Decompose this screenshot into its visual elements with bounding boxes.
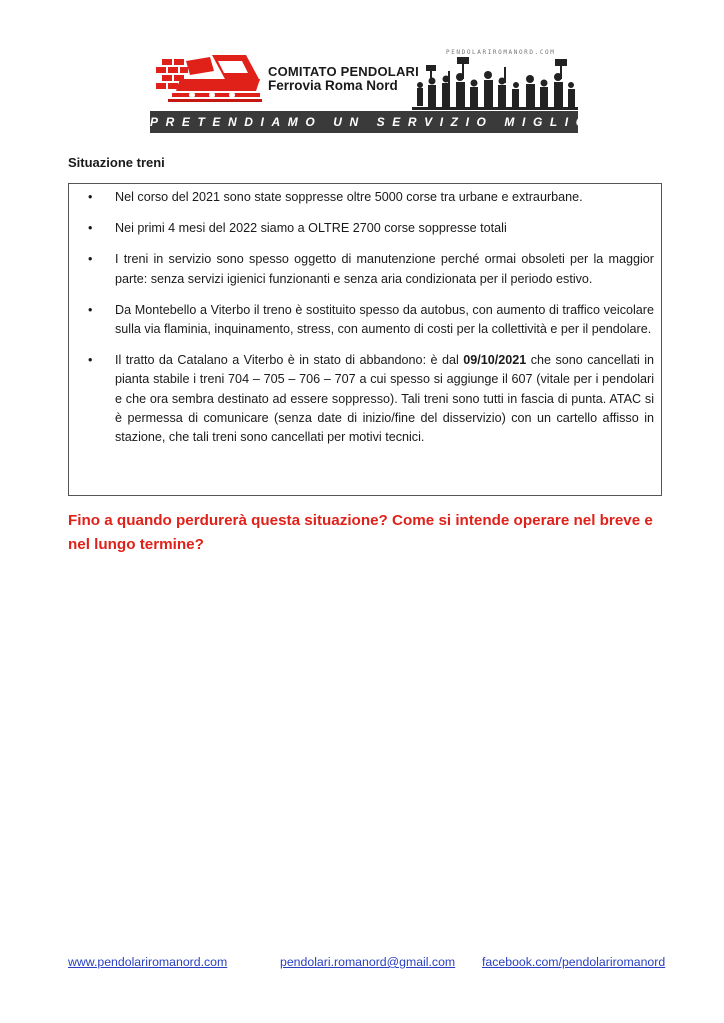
website-link[interactable]: www.pendolariromanord.com: [68, 955, 228, 969]
situation-box: [68, 183, 662, 496]
list-item: [82, 219, 654, 238]
list-item-text-end: che sono cancellati in pianta stabile i treni 704 – 705 – 706 – 707 a cui spesso si aggiunge il 607 (vitale per i pendolari e che ora sembra destinato ad essere soppresso). Tali treni sono tutti in fascia di punta. ATAC si è permessa di comunicare (senza date di inizio/fine del disservizio) con un cartello affisso in stazione, che tali treni sono cancellati per motivi tecnici.: [115, 353, 654, 445]
facebook-link[interactable]: facebook.com/pendolariromanord: [482, 955, 666, 969]
cancellation-date: 09/10/2021: [463, 353, 527, 368]
brand-line-2: Ferrovia Roma Nord: [268, 77, 398, 93]
list-item: [82, 250, 654, 288]
bullet-icon: •: [88, 302, 93, 317]
list-item-text: I treni in servizio sono spesso oggetto di manutenzione perché ormai obsoleti per la maggior parte: senza servizi igienici funzionanti e senza aria condizionata per il periodo estivo.: [115, 252, 654, 286]
bullet-icon: •: [88, 190, 93, 204]
list-item-text: Nei primi 4 mesi del 2022 siamo a OLTRE 2700 corse soppresse totali: [115, 221, 507, 236]
list-item-text: Da Montebello a Viterbo il treno è sostituito spesso da autobus, con aumento di traffico veicolare sulla via flaminia, inquinamento, stress, con aumento di costi per la collettività e per il pendolare.: [115, 302, 654, 337]
list-item-text: Nel corso del 2021 sono state soppresse oltre 5000 corse tra urbane e extraurbane.: [115, 190, 583, 204]
list-item-text-start: Il tratto da Catalano a Viterbo è in stato di abbandono: è dal: [115, 353, 464, 368]
bullet-icon: •: [88, 252, 93, 267]
section-title: Situazione treni: [68, 155, 165, 170]
slogan-bar: PRETENDIAMO UN SERVIZIO MIGLIORE!: [150, 111, 578, 133]
brand-line-1: COMITATO PENDOLARI: [268, 64, 419, 79]
bullet-icon: •: [88, 221, 93, 236]
protest-crowd-icon: [412, 55, 578, 115]
list-item: [82, 301, 654, 339]
list-item: [82, 188, 654, 207]
train-logo-icon: [150, 51, 266, 107]
question-text: Fino a quando perdurerà questa situazione? Come si intende operare nel breve e nel lungo termine?: [68, 512, 653, 553]
bullet-icon: •: [88, 353, 93, 368]
situation-list: [82, 188, 654, 447]
banner-site-url: PENDOLARIROMANORD.COM: [446, 49, 556, 56]
list-item: [82, 351, 654, 447]
brand-name: [268, 65, 419, 93]
header-banner: [150, 47, 637, 133]
email-link[interactable]: pendolari.romanord@gmail.com: [280, 955, 456, 969]
